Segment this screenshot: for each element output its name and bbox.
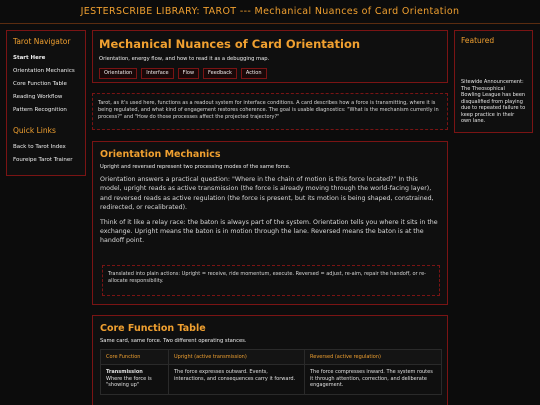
section-subtitle: Same card, same force. Two different operating stances. (100, 338, 247, 344)
nav-item-reading-workflow[interactable]: Reading Workflow (13, 94, 63, 100)
nav-item-start-here[interactable]: Start Here (13, 55, 46, 61)
table-cell (101, 365, 169, 395)
page-subtitle: Orientation, energy flow, and how to read it as a debugging map. (99, 56, 270, 62)
nav-item-core-function-table[interactable]: Core Function Table (13, 81, 67, 87)
section-subtitle: Upright and reversed represent two processing modes of the same force. (100, 164, 291, 170)
tag-feedback[interactable]: Feedback (203, 68, 237, 79)
quick-link-tarot-index[interactable]: Back to Tarot Index (13, 144, 66, 150)
column-header: Upright (active transmission) (169, 350, 305, 365)
core-function-table (100, 349, 442, 395)
tag-list (99, 68, 267, 79)
paragraph: Orientation answers a practical question: "Where in the chain of motion is this force located?" In this model, upright reads as active transmission (the force is already moving through the world-facing layer), and reversed reads as active regulation (the force is present, but its motion is being shaped, constrained, redirected, or recalibrated). (100, 176, 434, 212)
table-row (101, 365, 442, 395)
orientation-mechanics-section (92, 141, 448, 305)
column-header: Core Function (101, 350, 169, 365)
featured-announcement: Sitewide Announcement: The Theosophical Bowling League has been disqualified from playing due to repeated failure to keep practice in their own lane. (461, 79, 526, 124)
nav-item-pattern-recognition[interactable]: Pattern Recognition (13, 107, 67, 113)
nav-item-orientation-mechanics[interactable]: Orientation Mechanics (13, 68, 75, 74)
intro-panel: Tarot, as it's used here, functions as a readout system for interface conditions. A card describes how a force is transmitting, where it is being regulated, and what kind of engagement restores coherence. The goal is usable diagnostics: "What is the mechanism currently in process?" and "How do those processes affect the projected trajectory?" (92, 93, 448, 130)
quick-links-heading: Quick Links (13, 126, 56, 135)
page-header (92, 30, 448, 83)
quick-link-tarot-trainer[interactable]: Foureipe Tarot Trainer (13, 157, 73, 163)
table-header-row (101, 350, 442, 365)
function-note: Where the force is "showing up" (106, 375, 152, 388)
site-banner: JESTERSCRIBE LIBRARY: TAROT --- Mechanical Nuances of Card Orientation (0, 0, 540, 24)
tag-action[interactable]: Action (241, 68, 267, 79)
tag-flow[interactable]: Flow (178, 68, 199, 79)
featured-panel (454, 30, 533, 133)
paragraph: Think of it like a relay race: the baton is always part of the system. Orientation tells you where it sits in the exchange. Upright means the baton is in motion through the lane. Reversed means the baton is at the handoff point. (100, 218, 438, 245)
table-cell: The force expresses outward. Events, interactions, and consequences carry it forward. (169, 365, 305, 395)
tag-interface[interactable]: Interface (141, 68, 173, 79)
core-function-section (92, 315, 448, 405)
featured-title: Featured (461, 36, 495, 45)
section-title: Orientation Mechanics (100, 149, 221, 160)
column-header: Reversed (active regulation) (305, 350, 442, 365)
function-name: Transmission (106, 369, 143, 375)
callout-note: Translated into plain actions: Upright = receive, ride momentum, execute. Reversed = adjust, re-aim, repair the handoff, or re-allocate responsibility. (102, 265, 440, 296)
tag-orientation[interactable]: Orientation (99, 68, 137, 79)
table-cell: The force compresses inward. The system routes it through attention, correction, and deliberate engagement. (305, 365, 442, 395)
page-title: Mechanical Nuances of Card Orientation (99, 37, 361, 51)
nav-heading: Tarot Navigator (13, 37, 71, 46)
section-title: Core Function Table (100, 323, 206, 334)
tarot-navigator-panel (6, 30, 86, 176)
